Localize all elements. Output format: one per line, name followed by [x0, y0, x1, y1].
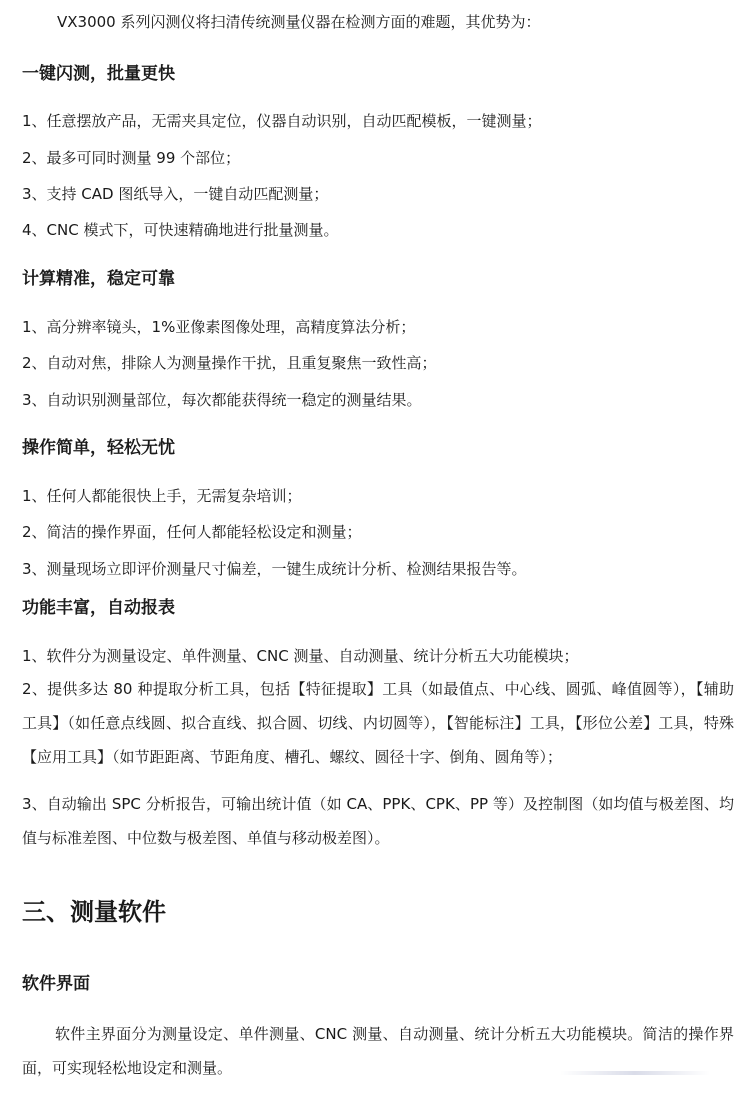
section-heading-simple: 操作简单，轻松无忧 [22, 438, 175, 458]
intro-text: VX3000 系列闪测仪将扫清传统测量仪器在检测方面的难题，其优势为： [57, 13, 541, 31]
list-item: 2、自动对焦，排除人为测量操作干扰，且重复聚焦一致性高； [22, 354, 437, 372]
list-item: 2、简洁的操作界面，任何人都能轻松设定和测量； [22, 523, 362, 541]
list-item: 2、提供多达 80 种提取分析工具，包括【特征提取】工具（如最值点、中心线、圆弧、峰值圆等），【辅助工具】（如任意点线圆、拟合直线、拟合圆、切线、内切圆等），【智能标注】工具，【形位公差】工具，特殊【应用工具】（如节距距离、节距角度、槽孔、螺纹、圆径十字、倒角、圆角等）； [22, 680, 734, 766]
section-heading-batch: 一键闪测，批量更快 [22, 64, 175, 84]
list-item: 1、任何人都能很快上手，无需复杂培训； [22, 487, 302, 505]
chapter-title: 三、测量软件 [22, 898, 166, 926]
list-item: 3、支持 CAD 图纸导入，一键自动匹配测量； [22, 185, 329, 203]
list-item: 3、测量现场立即评价测量尺寸偏差，一键生成统计分析、检测结果报告等。 [22, 560, 527, 578]
list-item: 1、软件分为测量设定、单件测量、CNC 测量、自动测量、统计分析五大功能模块； [22, 647, 579, 665]
list-item: 2、最多可同时测量 99 个部位； [22, 149, 241, 167]
list-item: 3、自动识别测量部位，每次都能获得统一稳定的测量结果。 [22, 391, 422, 409]
list-item: 3、自动输出 SPC 分析报告，可输出统计值（如 CA、PPK、CPK、PP 等）及控制图（如均值与极差图、均值与标准差图、中位数与极差图、单值与移动极差图）。 [22, 795, 734, 847]
section-heading-accuracy: 计算精准，稳定可靠 [22, 269, 175, 289]
software-paragraph: 软件主界面分为测量设定、单件测量、CNC 测量、自动测量、统计分析五大功能模块。简洁的操作界面，可实现轻松地设定和测量。 [22, 1025, 734, 1077]
list-item: 4、CNC 模式下，可快速精确地进行批量测量。 [22, 221, 339, 239]
subsection-heading-software: 软件界面 [22, 974, 90, 994]
decorative-watermark [560, 1071, 710, 1075]
list-item: 1、任意摆放产品，无需夹具定位，仪器自动识别，自动匹配模板，一键测量； [22, 112, 542, 130]
list-item: 1、高分辨率镜头，1%亚像素图像处理，高精度算法分析； [22, 318, 416, 336]
section-heading-features: 功能丰富，自动报表 [22, 598, 175, 618]
